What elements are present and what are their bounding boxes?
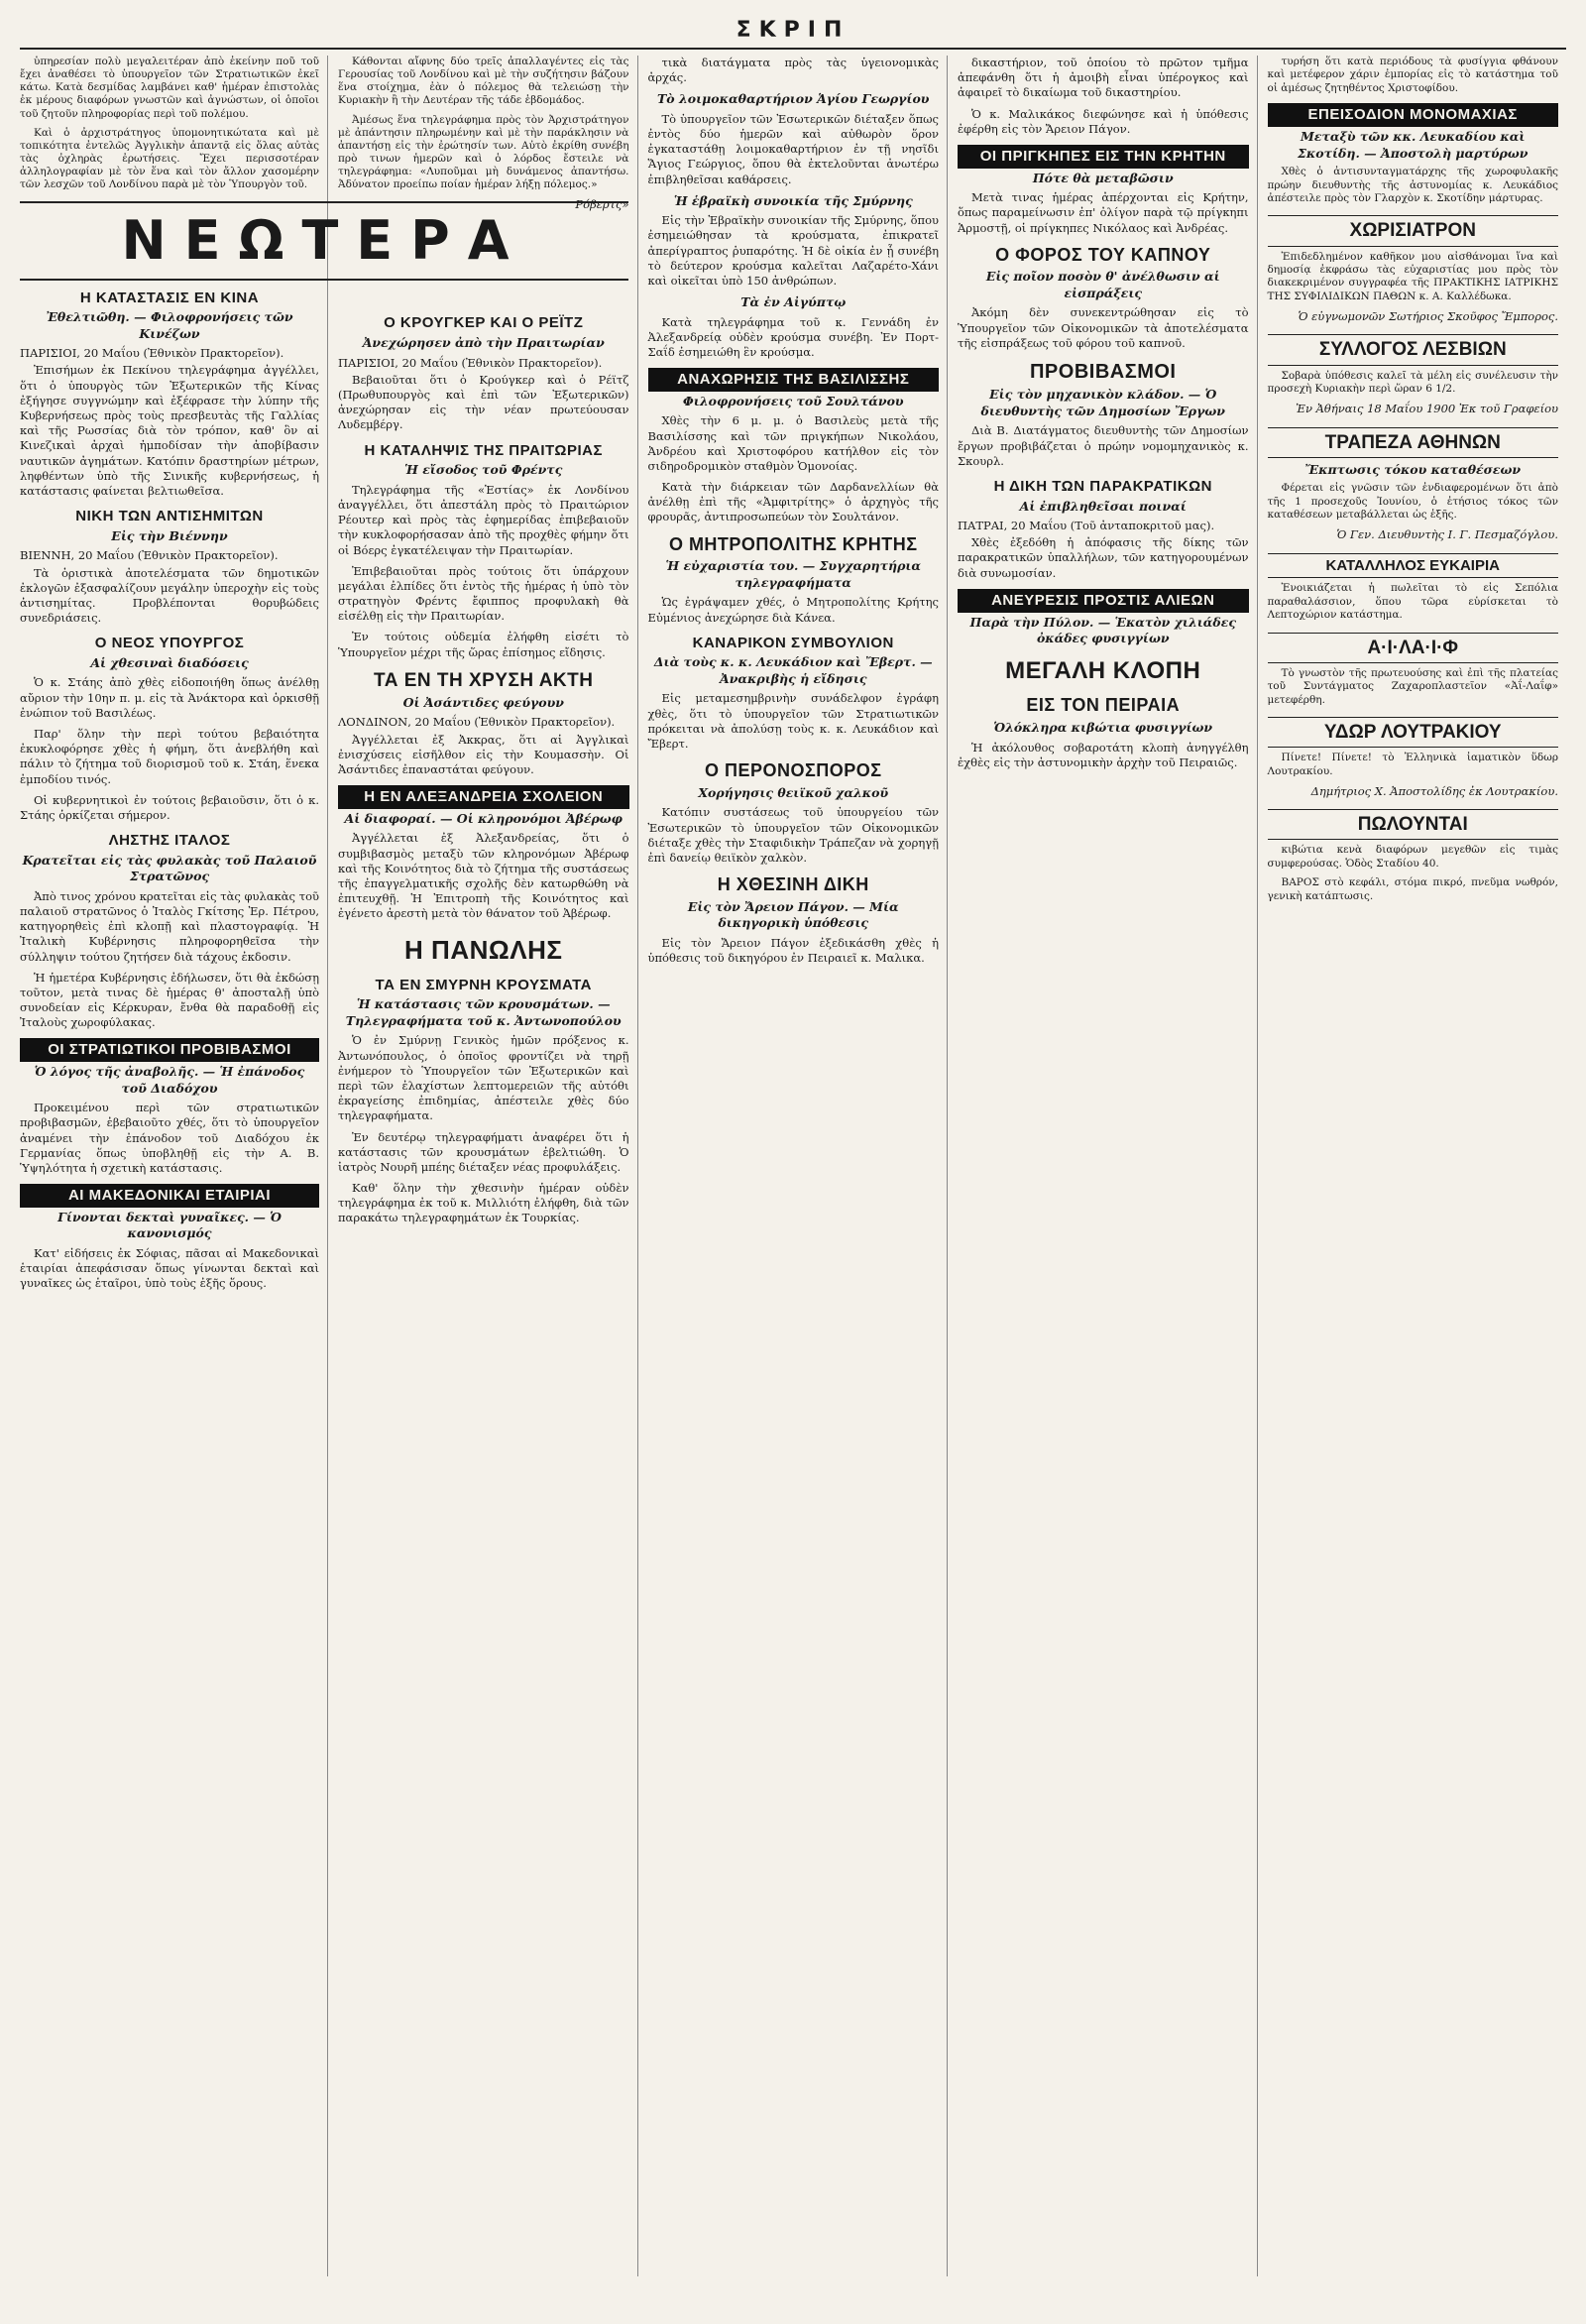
article-title: Η ΧΘΕΣΙΝΗ ΔΙΚΗ [717, 874, 869, 895]
dateline: ΒΙΕΝΝΗ, 20 Μαΐου (Ἐθνικὸν Πρακτορεῖον). [20, 548, 279, 563]
article-text: Παρ' ὅλην τὴν περὶ τούτου βεβαιότητα ἐκυκλοφόρησε χθὲς ἡ φήμη, ὅτι ἀνεβλήθη καὶ πάλιν τὸ ζήτημα τοῦ διορισμοῦ τοῦ κ. Στάη, ἕνεκα ἐμποδίου τινός. [20, 727, 319, 786]
article-text: Ἡ ἀκόλουθος σοβαροτάτη κλοπὴ ἀνηγγέλθη ἐχθὲς εἰς τὴν ἀστυνομικὴν ἀρχὴν τοῦ Πειραιῶς. [958, 740, 1249, 769]
article-text: Εἰς τὸν Ἄρειον Πάγον ἐξεδικάσθη χθὲς ἡ ὑπόθεσις τοῦ δικηγόρου ἐν Πειραιεῖ κ. Μαλικα. [647, 935, 939, 966]
article-text: Τηλεγράφημα τῆς «Ἑστίας» ἐκ Λονδίνου ἀναγγέλλει, ὅτι ἀπεστάλη πρὸς τὸ Πραιτώριον Ρέουτερ καὶ πρὸς τὰς ἐφημερίδας ἐπιβεβαιοῦν τὴν κυκλοφορήσασαν ἀπὸ τῆς προχθὲς φήμην ὅτι οἱ Βόερς ἐγκατέλειψαν τὴν Πραιτωρίαν. [338, 482, 629, 557]
article-title: ΟΙ ΣΤΡΑΤΙΩΤΙΚΟΙ ΠΡΟΒΙΒΑΣΜΟΙ [20, 1038, 319, 1062]
ad-subtitle: Ἔκπτωσις τόκου καταθέσεων [1304, 461, 1522, 477]
article-subtitle: Κρατεῖται εἰς τὰς φυλακὰς τοῦ Παλαιοῦ Στρατῶνος [22, 852, 317, 884]
article-subtitle: Χορήγησις θειϊκοῦ χαλκοῦ [698, 784, 889, 800]
article-title: ΑΙ ΜΑΚΕΔΟΝΙΚΑΙ ΕΤΑΙΡΙΑΙ [20, 1184, 319, 1208]
dateline: ΠΑΤΡΑΙ, 20 Μαΐου (Τοῦ ἀνταποκριτοῦ μας). [958, 519, 1215, 533]
signature: Ὁ εὐγνωμονῶν Σωτήριος Σκοῦφος Ἔμπορος. [1298, 309, 1558, 324]
article-subtitle: Διὰ τοὺς κ. κ. Λευκάδιον καὶ Ἔβερτ. — Ἀνακριβὴς ἡ εἴδησις [653, 654, 933, 686]
dateline: ΠΑΡΙΣΙΟΙ, 20 Μαΐου (Ἐθνικὸν Πρακτορεῖον). [20, 346, 284, 361]
article-subtitle: Ἡ εὐχαριστία του. — Συγχαρητήρια τηλεγραφήματα [665, 558, 922, 590]
signature: Ρόβερτς» [575, 197, 629, 212]
article-text: Ἀκόμη δὲν συνεκεντρώθησαν εἰς τὸ Ὑπουργεῖον τῶν Οἰκονομικῶν τὰ ἀποτελέσματα τῆς εἰσπράξεως τοῦ φόρου τοῦ καπνοῦ. [958, 305, 1249, 350]
column-2 [338, 56, 638, 2276]
signature: Ὁ Γεν. Διευθυντὴς Ι. Γ. Πεσμαζόγλου. [1336, 527, 1558, 542]
article-text: Ὁ κ. Μαλικάκος διεφώνησε καὶ ἡ ὑπόθεσις ἐφέρθη εἰς τὸν Ἄρειον Πάγον. [958, 106, 1249, 136]
article-text: τικὰ διατάγματα πρὸς τὰς ὑγειονομικὰς ἀρχάς. [647, 56, 939, 85]
article-title: ΟΙ ΠΡΙΓΚΗΠΕΣ ΕΙΣ ΤΗΝ ΚΡΗΤΗΝ [958, 145, 1249, 169]
dateline: ΛΟΝΔΙΝΟΝ, 20 Μαΐου (Ἐθνικὸν Πρακτορεῖον). [338, 715, 616, 730]
article-headline: ΤΑ ΕΝ ΣΜΥΡΝΗ ΚΡΟΥΣΜΑΤΑ [375, 976, 592, 993]
article-text: Χθὲς ὁ ἀντισυνταγματάρχης τῆς χωροφυλακῆς πρώην διευθυντὴς τῆς ἀστυνομίας κ. Λευκάδιος ἀπέστειλε πρὸς τὸν Γλαρχὸν κ. Σκοτίδην μάρτυρας. [1267, 166, 1558, 204]
column-4 [958, 56, 1258, 2276]
article-text: Ἐν τούτοις οὐδεμία ἐλήφθη εἰσέτι τὸ Ὑπουργεῖον μέχρι τῆς ὥρας ἐπίσημος εἴδησις. [338, 630, 629, 659]
article-subtitle: Αἱ ἐπιβληθεῖσαι ποιναί [1019, 498, 1187, 514]
neotera-heading: ΝΕΩΤΕΡΑ [20, 201, 628, 280]
newspaper-page [20, 18, 1566, 2288]
article-text: Καθ' ὅλην τὴν χθεσινὴν ἡμέραν οὐδὲν τηλεγράφημα ἐκ τοῦ κ. Μιλλιότη ἐλήφθη, διὰ τῶν παρακάτω τηλεγραφημάτων ἐκ Τουρκίας. [338, 1181, 629, 1225]
banner-spacer [338, 220, 629, 305]
article-subtitle: Οἱ Ἀσάντιδες φεύγουν [402, 694, 564, 710]
newspaper-name: ΣΚΡΙΠ [736, 18, 850, 43]
article-text: Τὰ ὁριστικὰ ἀποτελέσματα τῶν δημοτικῶν ἐκλογῶν ἐξασφαλίζουν μεγάλην ὑπεροχὴν εἰς τοὺς ἀντισημίτας. Προβλέπονται θορυβώδεις συνεδριάσεις. [20, 565, 319, 626]
article-text: Χθὲς ἐξεδόθη ἡ ἀπόφασις τῆς δίκης τῶν παρακρατικῶν ὑπαλλήλων, τῶν κατηγορουμένων διὰ συνωμοσίαν. [958, 535, 1249, 580]
ad-text: Σοβαρὰ ὑπόθεσις καλεῖ τὰ μέλη εἰς συνέλευσιν τὴν προσεχὴ Κυριακὴν περὶ ὥραν 6 1/2. [1267, 369, 1558, 395]
article-subtitle: Αἱ διαφοραί. — Οἱ κληρονόμοι Ἀβέρωφ [344, 810, 623, 826]
article-text: Βεβαιοῦται ὅτι ὁ Κρούγκερ καὶ ὁ Ρέϊτζ (Πρωθυπουργὸς καὶ ἐπὶ τῶν Ἐξωτερικῶν) ἀνεχώρησαν εἰς τὴν νέαν πρωτεύουσαν Λυδεμβέργ. [338, 372, 629, 432]
article-subtitle: Ἀνεχώρησεν ἀπὸ τὴν Πραιτωρίαν [362, 335, 605, 351]
article-subtitle: Τὸ λοιμοκαθαρτήριον Ἁγίου Γεωργίου [657, 91, 930, 107]
ad-title: ΣΥΛΛΟΓΟΣ ΛΕΣΒΙΩΝ [1268, 334, 1559, 365]
ad-text: ΒΑΡΟΣ στὸ κεφάλι, στόμα πικρό, πνεῦμα νωθρόν, γενικὴ κατάπτωσις. [1267, 876, 1558, 902]
article-title: Ο ΜΗΤΡΟΠΟΛΙΤΗΣ ΚΡΗΤΗΣ [668, 533, 918, 554]
article-title: ΚΑΝΑΡΙΚΟΝ ΣΥΜΒΟΥΛΙΟΝ [692, 634, 894, 651]
article-subtitle: Ἡ κατάστασις τῶν κρουσμάτων. — Τηλεγραφήματα τοῦ κ. Ἀντωνοπούλου [345, 996, 622, 1028]
signature: Δημήτριος Χ. Ἀποστολίδης ἐκ Λουτρακίου. [1310, 784, 1558, 799]
ad-text: κιβώτια κενὰ διαφόρων μεγεθῶν εἰς τιμὰς συμφερούσας. Ὁδὸς Σταδίου 40. [1267, 844, 1558, 870]
article-text: Χθὲς τὴν 6 μ. μ. ὁ Βασιλεὺς μετὰ τῆς Βασιλίσσης καὶ τῶν πριγκήπων Νικολάου, Ἀνδρέου καὶ Χριστοφόρου κατήλθον εἰς τὸν σιδηροδρομικὸν σταθμὸν Ὁμονοίας. [647, 413, 939, 473]
ad-text: Πίνετε! Πίνετε! τὸ Ἑλληνικὰ ἰαματικὸν ὕδωρ Λουτρακίου. [1267, 752, 1558, 777]
article-subtitle: Φιλοφρονήσεις τοῦ Σουλτάνου [682, 393, 904, 408]
column-5 [1268, 56, 1567, 2276]
article-text: Κατὰ τηλεγράφημα τοῦ κ. Γεννάδη ἐν Ἀλεξανδρείᾳ οὐδὲν κρούσμα συνέβη. Ἐν Πορτ-Σαΐδ ἐσημειώθη ἓν κρούσμα. [647, 314, 939, 359]
article-text: δικαστήριον, τοῦ ὁποίου τὸ πρῶτον τμῆμα ἀπεφάνθη ὅτι ἡ ἀμοιβὴ εἶναι ὑπέρογκος καὶ ἀφαιρεῖ τὸ δικαίωμα τοῦ δικαστηρίου. [958, 56, 1249, 100]
article-text: Οἱ κυβερνητικοὶ ἐν τούτοις βεβαιοῦσιν, ὅτι ὁ κ. Στάης ὁρκίζεται σήμερον. [20, 792, 319, 822]
article-title: Η ΠΑΝΩΛΗΣ [404, 935, 563, 966]
lead-article-end: ὑπηρεσίαν πολὺ μεγαλειτέραν ἀπὸ ἐκείνην ποῦ τοῦ ἔχει ἀναθέσει τὸ ὑπουργεῖον τῶν Στρατιωτικῶν ἐκεῖ κάτω. Κατὰ δεσμίδας λαμβάνει καθ' ἡμέραν ἐπιστολὰς ἐκ μέρους διαφόρων γνωστῶν καὶ ἀγνώστων, οἱ ὁποῖοι τοῦ ζητοῦν πληροφορίας περὶ τοῦ πολέμου. Καὶ ὁ ἀρχιστράτηγος ὑπομονητικώτατα καὶ μὲ τοπικότητα ἐντελῶς Ἀγγλικὴν ἀπαντᾷ εἰς ὅλας αὐτὰς τὰς ὀχληρὰς ἐρωτήσεις. Ἔχει περισσοτέραν ἀλληλογραφίαν μὲ τὸν ἕνα καὶ τὸν ἄλλον χασομέρην τῶν λεσχῶν τοῦ Λονδίνου παρὰ μὲ τὸν Ὑπουργὸν τοῦ. [20, 56, 319, 191]
article-text: Ἐν δευτέρῳ τηλεγραφήματι ἀναφέρει ὅτι ἡ κατάστασις τῶν κρουσμάτων ἐβελτιώθη. Ὁ ἰατρὸς Νουρῆ μπέης διέταξεν νέας προφυλάξεις. [338, 1129, 629, 1174]
article-subtitle: Ἡ εἴσοδος τοῦ Φρέντς [404, 462, 563, 478]
article-text: Εἰς μεταμεσημβρινὴν συνάδελφον ἐγράφη χθὲς, ὅτι τὸ ὑπουργεῖον τῶν Στρατιωτικῶν πρόκειται νὰ ἀπολύσῃ τοὺς κ. κ. Λευκάδιον καὶ Ἔβερτ. [647, 691, 939, 751]
article-title: ΕΙΣ ΤΟΝ ΠΕΙΡΑΙΑ [1026, 695, 1181, 716]
masthead [20, 18, 1566, 50]
article-title: ΑΝΕΥΡΕΣΙΣ ΠΡΟΣΤΙΣ ΑΛΙΕΩΝ [958, 589, 1249, 613]
article-text: Κατόπιν συστάσεως τοῦ ὑπουργείου τῶν Ἐσωτερικῶν τὸ ὑπουργεῖον τῶν Οἰκονομικῶν διέταξε χθὲς τὴν Σταφιδικὴν Τράπεζαν νὰ χορηγῇ ἐπὶ δανείῳ θειϊκὸν χαλκὸν. [647, 805, 939, 865]
ad-title: ΧΩΡΙΣΙΑΤΡΟΝ [1268, 215, 1559, 246]
article-text: Ἀγγέλλεται ἐξ Ἀλεξανδρείας, ὅτι ὁ συμβιβασμὸς μεταξὺ τῶν κληρονόμων Ἀβέρωφ καὶ τῆς Κοινότητος διὰ τὸ ζήτημα τῆς συστάσεως τῆς ἐπαγγελματικῆς σχολῆς δὲν κατωρθώθη νὰ ἐπιτευχθῇ. Ἡ Ἐπιτροπὴ τῆς Κοινότητος καὶ ἐγένετο ἀρεστὴ μετὰ τὸν θάνατον τοῦ Ἀβέρωφ. [338, 831, 629, 921]
article-subtitle: Ἐθελτιῶθη. — Φιλοφρονήσεις τῶν Κινέζων [46, 309, 293, 341]
article-subtitle: Ἡ ἑβραϊκὴ συνοικία τῆς Σμύρνης [673, 192, 913, 208]
article-subtitle: Εἰς ποῖον ποσὸν θ' ἀνέλθωσιν αἱ εἰσπράξεις [985, 269, 1220, 300]
article-title: ΝΙΚΗ ΤΩΝ ΑΝΤΙΣΗΜΙΤΩΝ [75, 508, 264, 525]
article-title: ΠΡΟΒΙΒΑΣΜΟΙ [1029, 360, 1177, 383]
dateline: ΠΑΡΙΣΙΟΙ, 20 Μαΐου (Ἐθνικὸν Πρακτορεῖον). [338, 355, 603, 370]
article-text: Ἡ ἡμετέρα Κυβέρνησις ἐδήλωσεν, ὅτι θὰ ἐκδώσῃ τοῦτον, μετὰ τινας δὲ ἡμέρας θ' ἀποσταλῇ ὑπὸ συνοδείαν εἰς Κέρκυραν, ἔνθα θὰ παραδοθῇ εἰς Ἰταλοὺς χωροφύλακας. [20, 970, 319, 1030]
article-subtitle: Ὁ λόγος τῆς ἀναβολῆς. — Ἡ ἐπάνοδος τοῦ Διαδόχου [34, 1064, 305, 1096]
ad-text: Ἐνοικιάζεται ἡ πωλεῖται τὸ εἰς Σεπόλια παραθαλάσσιον, ὅπου τῶρα εὑρίσκεται τὸ Λεπτοχώριον κατάστημα. [1267, 582, 1558, 622]
article-title: Ο ΠΕΡΟΝΟΣΠΟΡΟΣ [704, 760, 882, 781]
article-subtitle: Τὰ ἐν Αἰγύπτῳ [740, 294, 847, 310]
article-title: ΑΝΑΧΩΡΗΣΙΣ ΤΗΣ ΒΑΣΙΛΙΣΣΗΣ [648, 368, 940, 392]
article-text: Κατὰ τὴν διάρκειαν τῶν Δαρδανελλίων θὰ ἀνέλθῃ ἐπὶ τῆς «Ἀμφιτρίτης» ὁ ἀρχηγὸς τῆς φρουρᾶς, ἀντιπροσωπεύων τὸν Σουλτάνον. [647, 480, 939, 524]
article-title: ΤΑ ΕΝ ΤΗ ΧΡΥΣΗ ΑΚΤΗ [374, 669, 594, 691]
article-text: Ἐπιβεβαιοῦται πρὸς τούτοις ὅτι ὑπάρχουν μεγάλαι ἐλπίδες ὅτι ἐντὸς τῆς ἡμέρας ἡ ὑπὸ τὸν στρατηγὸν Φρέντς ἔφιππος προφυλακὴ θὰ εἰσέλθῃ εἰς τὴν Πραιτωρίαν. [338, 563, 629, 624]
article-title: Ο ΝΕΟΣ ΥΠΟΥΡΓΟΣ [94, 635, 245, 652]
article-title: Η ΚΑΤΑΛΗΨΙΣ ΤΗΣ ΠΡΑΙΤΩΡΙΑΣ [364, 441, 603, 459]
ad-text: Τὸ γνωστὸν τῆς πρωτευούσης καὶ ἐπὶ τῆς πλατείας τοῦ Συντάγματος Ζαχαροπλαστεῖον «Ἀΐ-Λαΐφ» μετεφέρθη. [1267, 666, 1558, 706]
article-text: Εἰς τὴν Ἑβραϊκὴν συνοικίαν τῆς Σμύρνης, ὅπου ἐσημειώθησαν τὰ κρούσματα, ἐπικρατεῖ ἀπερίγραπτος ῥυπαρότης. Ἡ δὲ οἰκία ἐν ᾗ συνέβη τὸ δεύτερον κρούσμα καλεῖται Λαζαρέτο-Χάνι καὶ οἰκεῖται ὑπὸ 150 ἀνθρώπων. [647, 213, 939, 288]
ad-title: Α·Ι·ΛΑ·Ι·Φ [1268, 633, 1559, 663]
article-text: Ὡς ἐγράψαμεν χθές, ὁ Μητροπολίτης Κρήτης Εὐμένιος ἀνεχώρησε διὰ Κάνεα. [647, 595, 939, 625]
article-subtitle: Πότε θὰ μεταβῶσιν [1032, 170, 1174, 185]
article-text: Ἀπὸ τινος χρόνου κρατεῖται εἰς τὰς φυλακὰς τοῦ παλαιοῦ στρατῶνος ὁ Ἰταλὸς Γκίτσης Ἐρ. Πέτρου, κατηγορηθεὶς ἐπὶ κλοπῇ καὶ πλαστογραφίᾳ. Ἡ Ἰταλικὴ Κυβέρνησις πληροφορηθεῖσα τὴν σύλληψιν τούτου ζητήσεν διὰ τάχους ἐκδοσιν. [20, 888, 319, 964]
article-text: τυρήση ὅτι κατὰ περιόδους τὰ φυσίγγια φθάνουν καὶ μετέφερον χάριν ἐμπορίας εἰς τὸ κατάστημα τοῦ οἰ ἀμέσως ζητηθέντος Χριστοφίδου. [1267, 56, 1558, 94]
lead-article-end: Κάθονται αἴφνης δύο τρεῖς ἀπαλλαγέντες εἰς τὰς Γερουσίας τοῦ Λονδίνου καὶ μὲ τὴν συζήτησιν βάζουν ἕνα στοίχημα, ἐὰν ὁ πόλεμος θὰ τελειώσῃ τὴν Κυριακὴν ἢ τὴν Δευτέραν τῆς τάδε ἑβδομάδος. Ἀμέσως ἕνα τηλεγράφημα πρὸς τὸν Ἀρχιστράτηγον μὲ ἀπάντησιν πληρωμένην καὶ μὲ τὴν παράκλησιν νὰ ἀπαντήσῃ εἰς τὴν ἐρώτησίν των. Αὐτὸ ἐκρίθη συνέβη πρὸ τινων ἡμερῶν καὶ ὁ λόρδος ἔστειλε νὰ τηλεγράφημα: «Λυποῦμαι μὴ δυνάμενος ἀπαντήσω. Ἀδύνατον προείπω ποίαν ἡμέραν λήξῃ πόλεμος.» Ρόβερτς» [338, 56, 629, 212]
article-text: Ἀγγέλλεται ἐξ Ἀκκρας, ὅτι αἱ Ἀγγλικαὶ ἐνισχύσεις εἰσῆλθον εἰς τὴν Κουμασσὴν. Οἱ Ἀσάντιδες ἐπαναστάται φεύγουν. [338, 732, 629, 776]
article-subtitle: Αἱ χθεσιναὶ διαδόσεις [90, 654, 249, 670]
article-text: Ὁ κ. Στάης ἀπὸ χθὲς εἰδοποιήθη ὅπως ἀνέλθῃ αὔριον τὴν 10ην π. μ. εἰς τὰ Ἀνάκτορα καὶ ὁρκισθῇ ἐνώπιον τοῦ Βασιλέως. [20, 675, 319, 720]
article-text: Μετὰ τινας ἡμέρας ἀπέρχονται εἰς Κρήτην, ὅπως παραμείνωσιν ἐπ' ὀλίγον παρὰ τῷ πρίγκηπι Ἁρμοστῇ, οἱ πρίγκηπες Νικόλαος καὶ Ἀνδρέας. [958, 190, 1249, 235]
article-text: Προκειμένου περὶ τῶν στρατιωτικῶν προβιβασμῶν, ἐβεβαιοῦτο χθές, ὅτι τὸ ὑπουργεῖον ἀναμένει τὴν ἐπάνοδον τοῦ Διαδόχου ἐκ Γερμανίας ὅπως ὑποβληθῇ εἰς τὴν Α. Β. Ὑψηλότητα ἡ σχετικὴ κατάστασις. [20, 1101, 319, 1175]
article-subtitle: Παρὰ τὴν Πύλον. — Ἑκατὸν χιλιάδες ὀκάδες φυσιγγίων [969, 614, 1236, 646]
article-text: Ὁ ἐν Σμύρνῃ Γενικὸς ἡμῶν πρόξενος κ. Ἀντωνόπουλος, ὁ ὁποῖος φροντίζει νὰ τηρῇ ἐνήμερον τὸ Ὑπουργεῖον τῶν Ἐξωτερικῶν καὶ περὶ τῶν ἐλαχίστων λεπτομερειῶν τῆς αὐτόθι ἐκραγείσης ἐπιδημίας, ἀπέστειλε χθὲς δύο τηλεγραφήματα. [338, 1033, 629, 1123]
article-title: ΜΕΓΑΛΗ ΚΛΟΠΗ [1005, 656, 1201, 684]
ad-text: Ἐπιδεδλημένον καθῆκον μου αἰσθάνομαι ἵνα καὶ δημοσίᾳ ἐκφράσω τὰς εὐχαριστίας μου πρὸς τὸν διακεκριμένον συγγραφέα τῆς ΠΡΑΚΤΙΚΗΣ ΙΑΤΡΙΚΗΣ ΤΗΣ ΣΥΦΙΛΙΔΙΚΩΝ ΠΑΘΩΝ κ. Α. Καλλέδωκα. [1267, 250, 1558, 302]
signature: Ἐν Ἀθήναις 18 Μαΐου 1900 Ἐκ τοῦ Γραφείου [1296, 402, 1558, 416]
article-title: ΕΠΕΙΣΟΔΙΟΝ ΜΟΝΟΜΑΧΙΑΣ [1268, 103, 1559, 127]
article-subtitle: Εἰς τὸν μηχανικὸν κλάδον. — Ὁ διευθυντὴς τῶν Δημοσίων Ἔργων [980, 387, 1225, 418]
article-subtitle: Γίνονται δεκταὶ γυναῖκες. — Ὁ κανονισμός [57, 1209, 282, 1241]
article-text: Τὸ ὑπουργεῖον τῶν Ἐσωτερικῶν διέταξεν ὅπως ἐντὸς δύο ἡμερῶν καὶ αὐθωρὸν ὅρον ἐγκαταστάθῃ λοιμοκαθαρτήριον ἐν τῇ νησῖδι Ἅγιος Γεώργιος, ὅπου θὰ ἐκτελοῦνται ἀνωτέρω ἐπιβληθεῖσαι καθάρσεις. [647, 111, 939, 186]
ad-text: Φέρεται εἰς γνῶσιν τῶν ἐνδιαφερομένων ὅτι ἀπὸ τῆς 1 προσεχοῦς Ἰουνίου, ὁ ἐτήσιος τόκος τῶν καταθέσεων μεταβάλλεται ὡς ἑξῆς. [1267, 482, 1558, 521]
article-subtitle: Εἰς τὴν Βιέννην [111, 527, 228, 543]
article-text: Κατ' εἰδήσεις ἐκ Σόφιας, πᾶσαι αἱ Μακεδονικαὶ ἑταιρίαι ἀπεφάσισαν ὅπως γίνωνται δεκταὶ καὶ γυναῖκες ὡς ἑταῖροι, ὑπὸ τοὺς ἐξῆς ὅρους. [20, 1245, 319, 1291]
article-title: Η ΕΝ ΑΛΕΞΑΝΔΡΕΙΑ ΣΧΟΛΕΙΟΝ [338, 785, 629, 809]
article-title: Ο ΚΡΟΥΓΚΕΡ ΚΑΙ Ο ΡΕΪΤΖ [384, 314, 584, 332]
article-text: Ἐπισήμων ἐκ Πεκίνου τηλεγράφημα ἀγγέλλει, ὅτι ὁ ὑπουργὸς τῶν Ἐξωτερικῶν τῆς Κίνας ἐξήγησε συγγνώμην καὶ ἐξέφρασε τὴν λύπην τῆς Κυβερνήσεως πρὸς τοὺς πρεσβευτὰς τῆς Γαλλίας καὶ τῆς Ρωσσίας διὰ τὸν τρόπον, καθ' ὃν αἱ Κινεζικαὶ ἀρχαὶ ἠμποδίσαν τὴν ἀποβίβασιν ναυτικῶν ἀγημάτων. Κατόπιν δραστηρίων μέτρων, ληφθέντων ὑπὸ τῆς Σινικῆς κυβερνήσεως, ἡ κατάστασις φαίνεται βελτιωθεῖσα. [20, 363, 319, 498]
ad-title: ΤΡΑΠΕΖΑ ΑΘΗΝΩΝ [1268, 427, 1559, 458]
ad-title: ΥΔΩΡ ΛΟΥΤΡΑΚΙΟΥ [1268, 717, 1559, 748]
column-3 [648, 56, 949, 2276]
ad-title: ΚΑΤΑΛΛΗΛΟΣ ΕΥΚΑΙΡΙΑ [1268, 553, 1559, 579]
ad-title: ΠΩΛΟΥΝΤΑΙ [1268, 809, 1559, 840]
article-text: Διὰ Β. Διατάγματος διευθυντὴς τῶν Δημοσίων ἔργων προβιβάζεται ὁ πρώην νομομηχανικὸς κ. Σκουρλ. [958, 423, 1249, 468]
article-subtitle: Μεταξὺ τῶν κκ. Λευκαδίου καὶ Σκοτίδη. — Ἀποστολὴ μαρτύρων [1298, 129, 1529, 161]
article-subtitle: Ὁλόκληρα κιβώτια φυσιγγίων [993, 720, 1213, 736]
article-title: ΛΗΣΤΗΣ ΙΤΑΛΟΣ [108, 832, 231, 850]
article-title: Η ΔΙΚΗ ΤΩΝ ΠΑΡΑΚΡΑΤΙΚΩΝ [993, 477, 1212, 495]
article-title: Η ΚΑΤΑΣΤΑΣΙΣ ΕΝ ΚΙΝΑ [79, 289, 260, 306]
article-subtitle: Εἰς τὸν Ἄρειον Πάγον. — Μία δικηγορικὴ ὑπόθεσις [687, 898, 899, 931]
article-title: Ο ΦΟΡΟΣ ΤΟΥ ΚΑΠΝΟΥ [995, 244, 1211, 265]
